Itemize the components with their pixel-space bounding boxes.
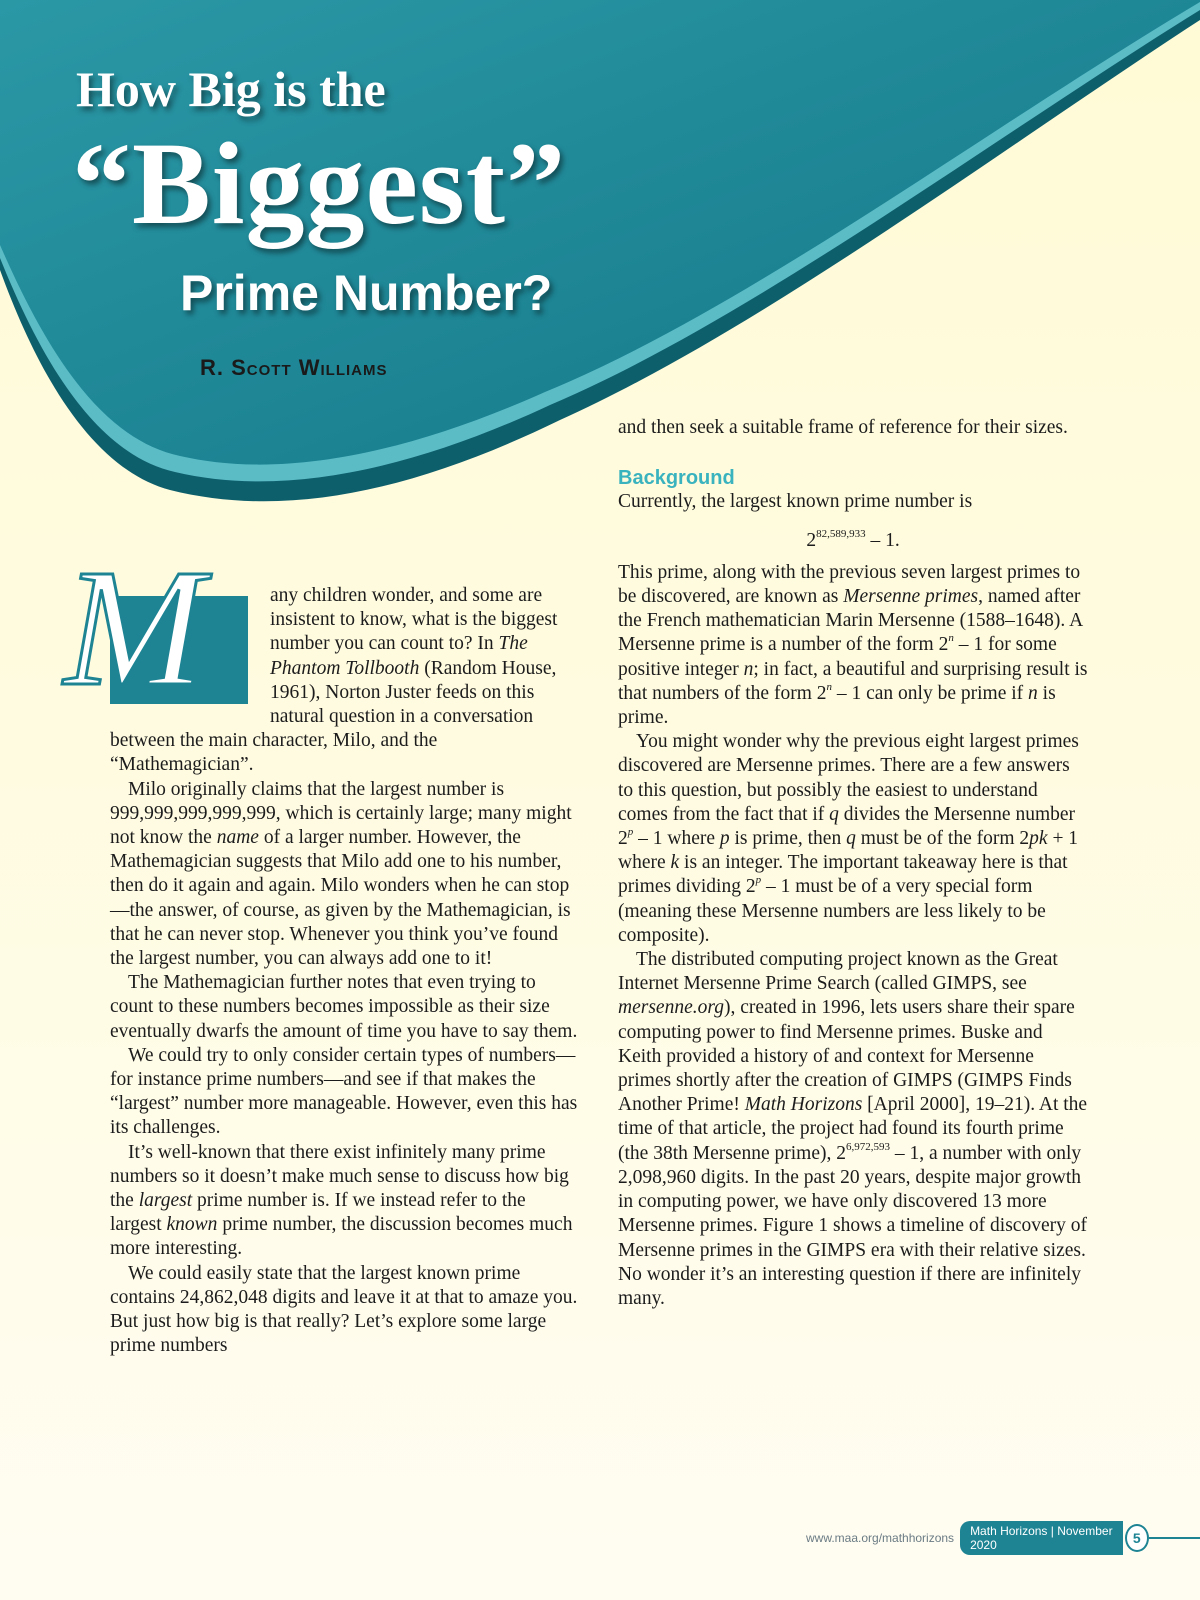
right-column (618, 416, 1088, 1311)
title-line-3: Prime Number? (180, 265, 553, 321)
paragraph: and then seek a suitable frame of reference for their sizes. (618, 417, 1068, 438)
footer-url[interactable]: www.maa.org/mathhorizons (806, 1531, 955, 1545)
title-line-1: How Big is the (76, 61, 386, 117)
link-mersenne-org[interactable]: mersenne.org (618, 997, 724, 1019)
page-number: 5 (1125, 1524, 1149, 1552)
author-byline: R. Scott Williams (200, 355, 388, 380)
drop-cap (64, 535, 256, 721)
paragraph: Currently, the largest known prime number is (618, 491, 973, 513)
footer-rule (1149, 1537, 1200, 1539)
title-line-2: “Biggest” (72, 118, 567, 249)
equation: 2$^{82,589,933}$ – 1. (806, 527, 900, 551)
paragraph: We could try to only consider certain types of numbers—for instance prime numbers—and see if that makes the “largest” number more manageable. However, even this has its challenges. (110, 1044, 578, 1139)
footer-magazine: Math Horizons | November 2020 (960, 1521, 1123, 1555)
book-title: The Phantom Tollbooth (270, 633, 528, 679)
drop-cap-letter: M (64, 535, 200, 721)
paragraph: Milo originally claims that the largest number is 999,999,999,999,999, which is certainly large; many might not know the name of a larger number. However, the Mathemagician suggests that Milo add one to his number, then do it again and again. Milo wonders when he can stop—the answer, of course, as given by the Mathemagician, is that he can never stop. Whenever you think you’ve found the largest number, you can always add one to it! (110, 778, 572, 970)
paragraph: any children wonder, and some are insistent to know, what is the biggest number you can count to? In The Phantom Tollbooth (Random House, 1961), Norton Juster feeds on this natural question in a conversation between the main character, Milo, and the “Mathemagician”. (110, 585, 558, 776)
section-heading: Background (618, 467, 735, 490)
paragraph: The Mathemagician further notes that even trying to count to these numbers becomes impossible as their size eventually dwarfs the amount of time you have to say them. (110, 972, 578, 1042)
paragraph: The distributed computing project known as the Great Internet Mersenne Prime Search (called GIMPS, see mersenne.org), created in 1996, lets users share their spare computing power to find Mersenne primes. Buske and Keith provided a history of and context for Mersenne primes shortly after the creation of GIMPS (GIMPS Finds Another Prime! Math Horizons [April 2000], 19–21). At the time of that article, the project had found its fourth prime (the 38th Mersenne prime), 2$^{6,972,593}$ – 1, a number with only 2,098,960 digits. In the past 20 years, despite major growth in computing power, we have only discovered 13 more Mersenne primes. Figure 1 shows a timeline of discovery of Mersenne primes in the GIMPS era with their relative sizes. No wonder it’s an interesting question if there are infinitely many. (618, 949, 1088, 1309)
paragraph: It’s well-known that there exist infinitely many prime numbers so it doesn’t make much sense to discuss how big the largest prime number is. If we instead refer to the largest known prime number, the discussion becomes much more interesting. (110, 1141, 573, 1260)
paragraph: This prime, along with the previous seven largest primes to be discovered, are known as Mersenne primes, named after the French mathematician Marin Mersenne (1588–1648). A Mersenne prime is a number of the form 2$^n$ – 1 for some positive integer n; in fact, a beautiful and surprising result is that numbers of the form 2$^n$ – 1 can only be prime if n is prime. (618, 561, 1088, 729)
page-footer (806, 1524, 1200, 1552)
left-column (64, 535, 580, 1359)
paragraph: You might wonder why the previous eight largest primes discovered are Mersenne primes. There are a few answers to this question, but possibly the easiest to understand comes from the fact that if q divides the Mersenne number 2$^p$ – 1 where p is prime, then q must be of the form 2pk + 1 where k is an integer. The important takeaway here is that primes dividing 2$^p$ – 1 must be of a very special form (meaning these Mersenne numbers are less likely to be composite). (618, 731, 1079, 946)
paragraph: We could easily state that the largest known prime contains 24,862,048 digits and leave it at that to amaze you. But just how big is that really? Let’s explore some large prime numbers (110, 1262, 578, 1357)
